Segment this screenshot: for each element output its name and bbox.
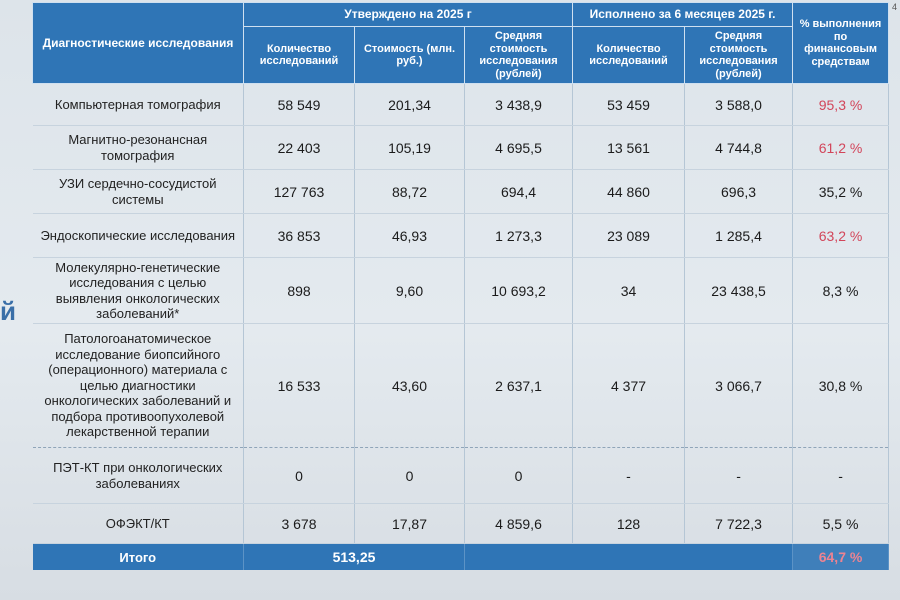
header-approved-count: Количество исследований (244, 27, 355, 84)
approved-count: 127 763 (244, 170, 355, 214)
header-approved-avg: Средняя стоимость исследования (рублей) (465, 27, 573, 84)
approved-avg: 2 637,1 (465, 324, 573, 448)
table-row (33, 84, 889, 126)
approved-count: 0 (244, 448, 355, 504)
executed-count: 128 (573, 504, 685, 544)
approved-avg: 10 693,2 (465, 258, 573, 324)
executed-avg: 1 285,4 (685, 214, 793, 258)
approved-cost: 43,60 (355, 324, 465, 448)
total-label: Итого (33, 544, 244, 571)
approved-avg: 694,4 (465, 170, 573, 214)
executed-count: 23 089 (573, 214, 685, 258)
approved-count: 898 (244, 258, 355, 324)
approved-cost: 9,60 (355, 258, 465, 324)
approved-cost: 46,93 (355, 214, 465, 258)
percent-cell: 5,5 % (793, 504, 889, 544)
total-cost: 513,25 (244, 544, 465, 571)
executed-count: 13 561 (573, 126, 685, 170)
approved-cost: 17,87 (355, 504, 465, 544)
percent-cell: 8,3 % (793, 258, 889, 324)
executed-avg: - (685, 448, 793, 504)
row-name: Магнитно-резонансная томография (33, 126, 244, 170)
diagnostics-table (32, 2, 889, 570)
percent-cell: - (793, 448, 889, 504)
row-name: Компьютерная томография (33, 84, 244, 126)
row-name: Патологоанатомическое исследование биопсийного (операционного) материала с целью диагностики онкологических заболеваний и подбора противоопухолевой лекарственной терапии (33, 324, 244, 448)
header-row-label: Диагностические исследования (33, 3, 244, 84)
executed-count: 4 377 (573, 324, 685, 448)
row-name: УЗИ сердечно-сосудистой системы (33, 170, 244, 214)
percent-cell: 30,8 % (793, 324, 889, 448)
header-group-approved: Утверждено на 2025 г (244, 3, 573, 27)
row-name: Молекулярно-генетические исследования с целью выявления онкологических заболеваний* (33, 258, 244, 324)
header-approved-cost: Стоимость (млн. руб.) (355, 27, 465, 84)
percent-cell: 63,2 % (793, 214, 889, 258)
executed-avg: 3 588,0 (685, 84, 793, 126)
approved-count: 58 549 (244, 84, 355, 126)
table-row (33, 448, 889, 504)
header-executed-count: Количество исследований (573, 27, 685, 84)
approved-cost: 88,72 (355, 170, 465, 214)
approved-count: 3 678 (244, 504, 355, 544)
approved-avg: 3 438,9 (465, 84, 573, 126)
percent-cell: 61,2 % (793, 126, 889, 170)
table-row (33, 258, 889, 324)
approved-cost: 0 (355, 448, 465, 504)
total-percent: 64,7 % (793, 544, 889, 571)
approved-avg: 4 859,6 (465, 504, 573, 544)
executed-count: - (573, 448, 685, 504)
row-name: Эндоскопические исследования (33, 214, 244, 258)
total-spacer (465, 544, 793, 571)
approved-count: 36 853 (244, 214, 355, 258)
executed-avg: 23 438,5 (685, 258, 793, 324)
percent-cell: 35,2 % (793, 170, 889, 214)
executed-count: 34 (573, 258, 685, 324)
approved-avg: 0 (465, 448, 573, 504)
executed-avg: 696,3 (685, 170, 793, 214)
executed-avg: 3 066,7 (685, 324, 793, 448)
table-row (33, 214, 889, 258)
approved-avg: 4 695,5 (465, 126, 573, 170)
table-row (33, 126, 889, 170)
row-name: ОФЭКТ/КТ (33, 504, 244, 544)
edge-fragment-glyph: й (0, 296, 16, 326)
total-row (33, 544, 889, 571)
header-percent: % выполнения по финансовым средствам (793, 3, 889, 84)
approved-count: 22 403 (244, 126, 355, 170)
approved-cost: 105,19 (355, 126, 465, 170)
approved-count: 16 533 (244, 324, 355, 448)
executed-avg: 4 744,8 (685, 126, 793, 170)
table-row (33, 504, 889, 544)
executed-count: 44 860 (573, 170, 685, 214)
table-row (33, 324, 889, 448)
header-executed-avg: Средняя стоимость исследования (рублей) (685, 27, 793, 84)
percent-cell: 95,3 % (793, 84, 889, 126)
executed-avg: 7 722,3 (685, 504, 793, 544)
corner-fragment: 4 (891, 2, 897, 12)
row-name: ПЭТ-КТ при онкологических заболеваниях (33, 448, 244, 504)
executed-count: 53 459 (573, 84, 685, 126)
approved-cost: 201,34 (355, 84, 465, 126)
table-row (33, 170, 889, 214)
approved-avg: 1 273,3 (465, 214, 573, 258)
header-group-executed: Исполнено за 6 месяцев 2025 г. (573, 3, 793, 27)
